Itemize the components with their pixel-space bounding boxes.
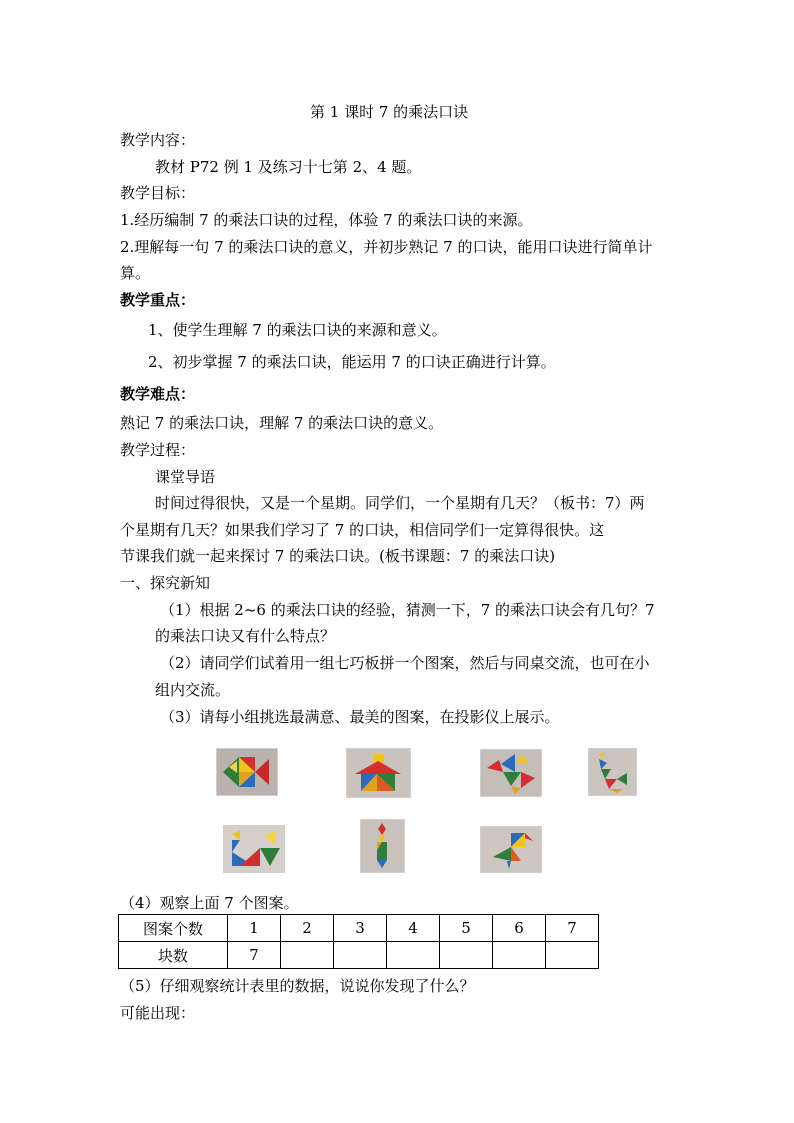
step-2-line2: 组内交流。 — [155, 681, 231, 699]
intro-line-2: 个星期有几天？如果我们学习了 7 的口诀，相信同学们一定算得很快。这 — [120, 521, 605, 539]
tangram-swan-image — [223, 825, 285, 873]
row-label-pattern-count: 图案个数 — [119, 915, 228, 942]
table-cell: 3 — [334, 915, 387, 942]
step-1-line2: 的乘法口诀又有什么特点？ — [155, 627, 336, 645]
key-point-2: 2、初步掌握 7 的乘法口诀，能运用 7 的口诀正确进行计算。 — [148, 353, 556, 371]
step-2-line1: （2）请同学们试着用一组七巧板拼一个图案，然后与同桌交流，也可在小 — [160, 654, 650, 672]
intro-line-3: 节课我们就一起来探讨 7 的乘法口诀。(板书课题：7 的乘法口诀) — [120, 547, 556, 565]
table-cell — [334, 942, 387, 969]
process-heading: 教学过程： — [120, 441, 196, 459]
table-cell: 7 — [228, 942, 281, 969]
objective-2-line1: 2.理解每一句 7 的乘法口诀的意义，并初步熟记 7 的口诀，能用口诀进行简单计 — [120, 238, 653, 256]
tangram-candle-image — [360, 819, 405, 873]
step-1-line1: （1）根据 2~6 的乘法口诀的经验，猜测一下，7 的乘法口诀会有几句？7 — [160, 601, 655, 619]
intro-title: 课堂导语 — [155, 468, 216, 486]
step-4: （4）观察上面 7 个图案。 — [120, 894, 299, 912]
tangram-bird-image — [480, 749, 542, 797]
table-row — [119, 915, 599, 942]
table-row — [119, 942, 599, 969]
table-cell — [440, 942, 493, 969]
table-cell: 6 — [493, 915, 546, 942]
tangram-heron-image — [480, 826, 542, 873]
table-cell: 4 — [387, 915, 440, 942]
table-cell: 5 — [440, 915, 493, 942]
objective-2-line2: 算。 — [120, 264, 151, 282]
content-text: 教材 P72 例 1 及练习十七第 2、4 题。 — [155, 158, 422, 176]
step-5: （5）仔细观察统计表里的数据，说说你发现了什么？ — [120, 977, 475, 995]
row-label-block-count: 块数 — [119, 942, 228, 969]
page-title: 第 1 课时 7 的乘法口诀 — [310, 103, 469, 121]
key-points-heading: 教学重点： — [120, 291, 196, 309]
step-3: （3）请每小组挑选最满意、最美的图案，在投影仪上展示。 — [160, 708, 560, 726]
objective-1: 1.经历编制 7 的乘法口诀的过程，体验 7 的乘法口诀的来源。 — [120, 211, 533, 229]
table-cell — [493, 942, 546, 969]
table-cell — [387, 942, 440, 969]
difficulties-heading: 教学难点： — [120, 385, 196, 403]
objectives-heading: 教学目标： — [120, 184, 196, 202]
section-1-heading: 一、探究新知 — [120, 574, 211, 592]
tangram-house-image — [346, 748, 411, 798]
possible-outcomes-label: 可能出现： — [120, 1004, 196, 1022]
stats-table — [118, 914, 599, 969]
table-cell — [546, 942, 599, 969]
table-cell: 7 — [546, 915, 599, 942]
content-heading: 教学内容： — [120, 131, 196, 149]
difficulties-text: 熟记 7 的乘法口诀，理解 7 的乘法口诀的意义。 — [120, 414, 444, 432]
table-cell: 2 — [281, 915, 334, 942]
intro-line-1: 时间过得很快，又是一个星期。同学们，一个星期有几天？（板书：7）两 — [155, 494, 645, 512]
tangram-dancer-image — [588, 748, 637, 796]
tangram-fish-image — [216, 748, 278, 796]
table-cell: 1 — [228, 915, 281, 942]
key-point-1: 1、使学生理解 7 的乘法口诀的来源和意义。 — [148, 321, 447, 339]
table-cell — [281, 942, 334, 969]
